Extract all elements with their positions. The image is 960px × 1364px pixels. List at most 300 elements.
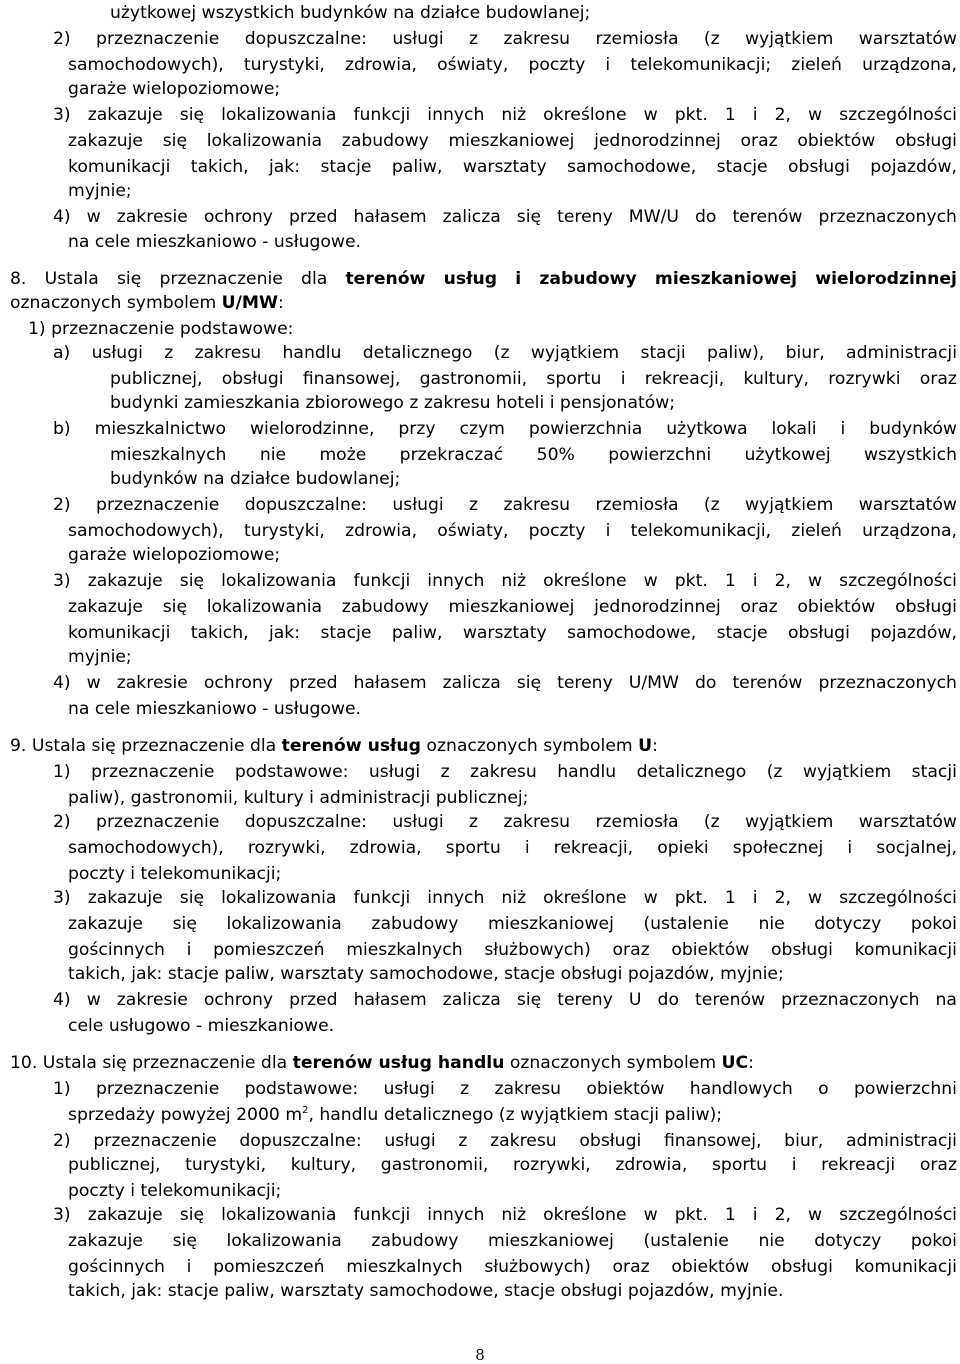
word: obsługi [771, 940, 833, 960]
line-text-after: oznaczonych symbolem [504, 1053, 722, 1073]
word: w [86, 207, 101, 227]
text-line [53, 673, 957, 695]
text-line [53, 762, 957, 784]
word: zdrowia, [349, 838, 422, 858]
text-line [53, 105, 957, 127]
word: telekomunikacji, [630, 521, 772, 541]
word: rekreacji, [553, 838, 634, 858]
word: biur, [785, 343, 825, 363]
symbol: UC [721, 1053, 749, 1073]
word: oraz [740, 131, 778, 151]
word: przekraczać [399, 445, 504, 465]
word: niż [501, 888, 527, 908]
line-text: poczty i telekomunikacji; [68, 864, 282, 884]
word: szczególności [839, 1205, 957, 1225]
word: usługi [368, 762, 421, 782]
word: dopuszczalne: [244, 29, 367, 49]
word: przed [289, 673, 338, 693]
line-text-after: oznaczonych symbolem [420, 736, 639, 756]
text-line [68, 1181, 281, 1203]
word: 3) [53, 888, 71, 908]
line-text: 10. Ustala się przeznaczenie dla [10, 1053, 293, 1073]
word: pokoi [910, 914, 957, 934]
word: innych [427, 571, 485, 591]
word: obsługi [895, 597, 957, 617]
word: 1) [53, 762, 71, 782]
word: mieszkalnych [346, 1257, 463, 1277]
text-line [110, 445, 957, 467]
text-line [110, 393, 675, 415]
word: hałasem [353, 990, 427, 1010]
word: nie [758, 914, 785, 934]
word: zdrowia, [615, 1155, 688, 1175]
word: przeznaczenie [159, 269, 283, 289]
bold-term: U/MW [221, 293, 278, 313]
word: oraz [740, 597, 778, 617]
word: się [162, 131, 188, 151]
word: handlu [282, 343, 342, 363]
word: z [440, 762, 450, 782]
word: i [752, 888, 758, 908]
line-text: na cele mieszkaniowo - usługowe. [68, 699, 362, 719]
line-text: myjnie; [68, 181, 132, 201]
word: zalicza [442, 673, 501, 693]
line-text: takich, jak: stacje paliw, warsztaty samochodowe, stacje obsługi pojazdów, myjnie; [68, 964, 784, 984]
word: się [172, 1231, 197, 1251]
text-line [110, 469, 400, 491]
word: zakresu [503, 29, 571, 49]
text-line [53, 495, 957, 517]
word: niż [501, 1205, 527, 1225]
word: 2, [774, 105, 792, 125]
word: się [516, 990, 542, 1010]
text-line [68, 131, 957, 153]
word: służbowych) [484, 940, 591, 960]
word: 1 [724, 571, 736, 591]
text-line [53, 1205, 957, 1227]
word: zakazuje [87, 1205, 163, 1225]
word: 2) [53, 1131, 71, 1151]
word: rekreacji, [644, 369, 725, 389]
word: się [172, 914, 197, 934]
word: się [516, 207, 542, 227]
superscript: 2 [302, 1105, 309, 1116]
text-line [68, 1281, 783, 1303]
word: zakazuje [68, 597, 144, 617]
line-text: budynków na działce budowlanej; [110, 469, 401, 489]
word: U/MW [628, 673, 679, 693]
text-line [68, 79, 280, 101]
word: w [643, 571, 658, 591]
word: 2) [53, 812, 71, 832]
word: przeznaczenie [91, 762, 215, 782]
word: obsługi [788, 157, 850, 177]
word: na [935, 990, 957, 1010]
line-text: 1) przeznaczenie podstawowe: [28, 319, 294, 339]
word: hałasem [353, 207, 427, 227]
word: się [179, 105, 205, 125]
word: przy [398, 419, 436, 439]
word: zakazuje [87, 571, 163, 591]
text-line [53, 990, 957, 1012]
word: 2) [53, 495, 71, 515]
word: komunikacji [854, 1257, 957, 1277]
word: socjalnej, [876, 838, 957, 858]
word: jednorodzinnej [594, 131, 721, 151]
word: przeznaczonych [781, 990, 920, 1010]
text-line [53, 29, 957, 51]
word: opieki [657, 838, 709, 858]
text-line [68, 55, 957, 77]
word: zieleń [791, 521, 842, 541]
line-text: na cele mieszkaniowo - usługowe. [68, 232, 362, 252]
word: wyjątkiem [745, 495, 834, 515]
word: 4) [53, 990, 71, 1010]
word: z [469, 495, 479, 515]
word: terenów [732, 673, 803, 693]
line-text: garaże wielopoziomowe; [68, 79, 281, 99]
word: do [694, 207, 717, 227]
bold-word: terenów [345, 269, 426, 289]
word: przeznaczenie [93, 1131, 217, 1151]
word: do [694, 673, 717, 693]
text-line [53, 343, 957, 365]
word: w [643, 105, 658, 125]
text-line [68, 788, 528, 810]
word: jak: [268, 623, 301, 643]
line-text: garaże wielopoziomowe; [68, 545, 281, 565]
word: stacje [320, 157, 372, 177]
word: lokalizowania [226, 1231, 342, 1251]
word: samochodowych), [68, 838, 224, 858]
text-line [68, 914, 957, 936]
word: w [86, 673, 101, 693]
word: się [179, 888, 205, 908]
page-number: 8 [475, 1346, 485, 1364]
word: powierzchnia [528, 419, 643, 439]
word: funkcji [353, 105, 411, 125]
word: i [752, 1205, 758, 1225]
line-text: budynki zamieszkania zbiorowego z zakresu hoteli i pensjonatów; [110, 393, 676, 413]
text-line [53, 207, 957, 229]
word: obsługi [895, 131, 957, 151]
bold-term: terenów usług handlu [292, 1053, 505, 1073]
text-line [68, 623, 957, 645]
line-text: sprzedaży powyżej 2000 m [68, 1105, 303, 1125]
word: przed [289, 990, 338, 1010]
word: detalicznego [636, 762, 747, 782]
word: zakazuje [68, 131, 144, 151]
word: komunikacji [68, 623, 171, 643]
word: warsztatów [858, 29, 957, 49]
word: rekreacji [821, 1155, 896, 1175]
word: pkt. [674, 888, 708, 908]
word: (z [766, 762, 783, 782]
word: pomieszczeń [213, 1257, 325, 1277]
word: komunikacji [854, 940, 957, 960]
word: pkt. [674, 105, 708, 125]
text-line [68, 647, 132, 669]
word: przeznaczenie [96, 812, 220, 832]
word: turystyki, [243, 521, 325, 541]
word: szczególności [839, 105, 957, 125]
word: kultury, [743, 369, 809, 389]
text-line [53, 812, 957, 834]
line-text: użytkowej wszystkich budynków na działce budowlanej; [110, 3, 591, 23]
bold-word: i [515, 269, 522, 289]
word: zabudowy [341, 597, 429, 617]
word: może [319, 445, 367, 465]
word: mieszkaniowej [448, 131, 575, 151]
word: (z [493, 343, 510, 363]
line-text: poczty i telekomunikacji; [68, 1181, 282, 1201]
text-line [68, 181, 132, 203]
word: 1 [724, 1205, 736, 1225]
word: gastronomii, [380, 1155, 489, 1175]
word: publicznej, [110, 369, 203, 389]
word: 3) [53, 571, 71, 591]
word: poczty [528, 521, 586, 541]
bold-word: zabudowy [539, 269, 637, 289]
word: przeznaczenie [95, 1079, 220, 1099]
word: zalicza [442, 207, 501, 227]
word: jednorodzinnej [594, 597, 721, 617]
text-line [53, 1079, 957, 1101]
word: się [179, 1205, 205, 1225]
word: i [524, 838, 530, 858]
word: gastronomii, [419, 369, 528, 389]
word: użytkowa [666, 419, 748, 439]
word: rozrywki [828, 369, 901, 389]
word: handlowych [689, 1079, 793, 1099]
word: przeznaczonych [818, 673, 957, 693]
word: w [808, 888, 823, 908]
text-line [68, 940, 957, 962]
word: hałasem [353, 673, 427, 693]
word: terenów [732, 207, 803, 227]
word: tereny [557, 990, 613, 1010]
text-line [68, 1231, 957, 1253]
word: wyjątkiem [530, 343, 620, 363]
line-text: 9. Ustala się przeznaczenie dla [10, 736, 282, 756]
word: pkt. [674, 1205, 708, 1225]
word: administracji [846, 343, 957, 363]
line-text-end: : [652, 736, 658, 756]
word: warsztaty [462, 157, 547, 177]
word: terenów [695, 990, 766, 1010]
word: z [469, 812, 479, 832]
text-line [10, 1053, 754, 1075]
word: usługi [392, 812, 444, 832]
word: zakresu [194, 343, 262, 363]
word: i [752, 571, 758, 591]
word: wyjątkiem [745, 29, 834, 49]
word: i [605, 521, 611, 541]
word: sportu [546, 369, 602, 389]
word: turystyki, [185, 1155, 267, 1175]
word: mieszkalnictwo [94, 419, 227, 439]
word: rzemiosła [595, 495, 679, 515]
word: finansowej, [302, 369, 401, 389]
word: stacji [911, 762, 957, 782]
word: i [847, 838, 853, 858]
text-line [53, 571, 957, 593]
word: w [808, 571, 823, 591]
word: obiektów [797, 131, 876, 151]
word: rzemiosła [595, 812, 679, 832]
word: i [791, 1155, 797, 1175]
word: dotyczy [814, 1231, 882, 1251]
line-text-end: : [748, 1053, 754, 1073]
word: w [643, 888, 658, 908]
word: zabudowy [341, 131, 429, 151]
word: zakazuje [87, 105, 163, 125]
word: Ustala [44, 269, 99, 289]
word: 2, [774, 1205, 792, 1225]
word: obsługi [579, 1131, 642, 1151]
text-line [68, 1155, 957, 1177]
text-line [68, 545, 280, 567]
word: b) [53, 419, 71, 439]
word: takich, [190, 157, 249, 177]
text-line [68, 597, 957, 619]
word: podstawowe: [244, 1079, 359, 1099]
word: zakresu [503, 812, 571, 832]
word: 4) [53, 673, 71, 693]
word: powierzchni [853, 1079, 957, 1099]
word: paliw, [391, 623, 443, 643]
word: urządzona, [862, 521, 957, 541]
word: komunikacji [68, 157, 171, 177]
word: samochodowe, [567, 623, 697, 643]
word: nie [758, 1231, 785, 1251]
text-line [68, 1016, 334, 1038]
text-line [68, 232, 361, 254]
text-line [110, 3, 590, 25]
word: się [179, 571, 205, 591]
word: warsztaty [462, 623, 547, 643]
text-line [68, 1257, 957, 1279]
word: użytkowej [744, 445, 831, 465]
word: ochrony [203, 207, 273, 227]
word: w [808, 1205, 823, 1225]
word: 2, [774, 571, 792, 591]
word: funkcji [353, 571, 411, 591]
word: i [186, 940, 192, 960]
word: sportu [711, 1155, 768, 1175]
word: detalicznego [362, 343, 473, 363]
word: pojazdów, [870, 157, 957, 177]
word: zakazuje [87, 888, 163, 908]
word: i [620, 369, 626, 389]
word: 50% [536, 445, 575, 465]
word: dopuszczalne: [239, 1131, 362, 1151]
word: się [116, 269, 142, 289]
word: jak: [268, 157, 301, 177]
word: (z [703, 29, 720, 49]
word: pkt. [674, 571, 708, 591]
word: obiektów [671, 1257, 750, 1277]
word: takich, [190, 623, 249, 643]
word: 3) [53, 1205, 71, 1225]
text-line [10, 293, 284, 315]
word: kultury, [290, 1155, 357, 1175]
word: 1 [724, 105, 736, 125]
word: zieleń [791, 55, 842, 75]
word: z [458, 1131, 468, 1151]
word: stacje [716, 623, 768, 643]
word: (z [703, 812, 720, 832]
word: (ustalenie [643, 1231, 729, 1251]
word: zakresu [503, 495, 571, 515]
word: usługi [392, 495, 444, 515]
word: 4) [53, 207, 71, 227]
word: lokalizowania [221, 1205, 337, 1225]
word: tereny [557, 207, 613, 227]
word: i [840, 419, 846, 439]
word: obiektów [586, 1079, 665, 1099]
word: (z [703, 495, 720, 515]
bold-term: terenów usług [281, 736, 421, 756]
word: rozrywki, [512, 1155, 591, 1175]
word: funkcji [353, 1205, 411, 1225]
word: 2, [774, 888, 792, 908]
word: rozrywki, [247, 838, 326, 858]
word: rzemiosła [595, 29, 679, 49]
word: zdrowia, [345, 55, 417, 75]
word: przed [289, 207, 338, 227]
word: określone [543, 1205, 627, 1225]
word: w [643, 1205, 658, 1225]
word: dopuszczalne: [244, 812, 367, 832]
word: usługi [392, 29, 444, 49]
word: innych [427, 1205, 485, 1225]
word: zakresie [116, 207, 188, 227]
word: oraz [919, 1155, 957, 1175]
word: obsługi [788, 623, 850, 643]
word: U [628, 990, 642, 1010]
word: funkcji [353, 888, 411, 908]
word: ochrony [203, 673, 273, 693]
word: (ustalenie [643, 914, 729, 934]
word: 1) [53, 1079, 71, 1099]
word: wyjątkiem [802, 762, 892, 782]
word: nie [259, 445, 287, 465]
bold-word: mieszkaniowej [654, 269, 798, 289]
word: lokalizowania [226, 914, 342, 934]
word: mieszkalnych [110, 445, 227, 465]
word: zabudowy [371, 1231, 459, 1251]
text-line [53, 419, 957, 441]
text-line [68, 699, 361, 721]
word: lokalizowania [206, 597, 323, 617]
text-line [10, 736, 658, 758]
word: sportu [445, 838, 501, 858]
word: lokalizowania [221, 571, 337, 591]
word: zakresie [116, 673, 188, 693]
word: gościnnych [68, 1257, 165, 1277]
word: telekomunikacji; [630, 55, 772, 75]
word: wszystkich [864, 445, 957, 465]
word: warsztatów [858, 495, 957, 515]
line-text-after: : [277, 293, 284, 313]
text-line [28, 319, 293, 341]
word: się [516, 673, 542, 693]
word: mieszkaniowej [448, 597, 575, 617]
line-text: myjnie; [68, 647, 132, 667]
word: zalicza [442, 990, 501, 1010]
word: gościnnych [68, 940, 165, 960]
